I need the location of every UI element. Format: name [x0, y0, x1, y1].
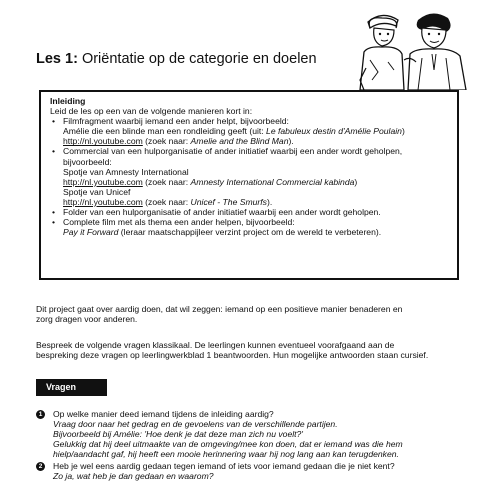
intro-option-film [50, 116, 454, 146]
option-text: bijvoorbeeld: [63, 156, 112, 167]
option-text: http://nl.youtube.com (zoek naar: Amelie and the Blind Man). [63, 136, 294, 147]
option-text: • Filmfragment waarbij iemand een ander helpt, bijvoorbeeld: [63, 116, 289, 127]
question-number: 1 [36, 410, 45, 419]
answer-text: Gelukkig dat hij deel uitmaakte van de omgeving/mee kon doen, dat er iemand was die hem [53, 439, 403, 450]
intro-option-commercial [50, 146, 454, 207]
intro-option-complete-film [50, 217, 454, 237]
answer-text: Vraag door naar het gedrag en de gevoelens van de verschillende partijen. [53, 419, 338, 430]
question-number: 2 [36, 462, 45, 471]
option-text: • Complete film met als thema een ander helpen, bijvoorbeeld: [63, 217, 295, 228]
intro-option-folder [50, 207, 454, 217]
question-text: Op welke manier deed iemand tijdens de inleiding aardig? [53, 409, 274, 419]
option-text: http://nl.youtube.com (zoek naar: Amnesty International Commercial kabinda) [63, 176, 358, 187]
option-text: • Folder van een hulporganisatie of ander initiatief waarbij een ander wordt geholpen. [63, 207, 381, 218]
discussion-instructions: Bespreek de volgende vragen klassikaal. De leerlingen kunnen eventueel voorafgaand aan de bespreking deze vragen op leerlingwerkblad 1 beantwoorden. Hun mogelijke antwoorden staan cursief. [36, 340, 429, 361]
answer-text: Zo ja, wat heb je dan gedaan en waarom? [53, 471, 214, 482]
youtube-link[interactable]: http://nl.youtube.com [63, 136, 143, 147]
questions-label: Vragen [36, 379, 107, 396]
lesson-title [36, 51, 317, 67]
project-description: Dit project gaat over aardig doen, dat wil zeggen: iemand op een positieve manier benaderen en zorg dragen voor anderen. [36, 304, 403, 325]
question-item [36, 409, 476, 459]
youtube-link[interactable]: http://nl.youtube.com [63, 176, 143, 187]
question-item [36, 461, 476, 481]
option-text: http://nl.youtube.com (zoek naar: Unicef - The Smurfs). [63, 196, 273, 207]
option-text: • Commercial van een hulporganisatie of ander initiatief waarbij een ander wordt geholpen, [63, 146, 403, 157]
question-text: Heb je wel eens aardig gedaan tegen iemand of iets voor iemand gedaan die je niet kent? [53, 461, 395, 471]
answer-text: Bijvoorbeeld bij Amélie: 'Hoe denk je dat deze man zich nu voelt?' [53, 429, 303, 440]
option-text: Spotje van Unicef [63, 186, 131, 197]
lesson-number: Les 1: [36, 51, 78, 67]
youtube-link[interactable]: http://nl.youtube.com [63, 196, 143, 207]
option-text: Amélie die een blinde man een rondleiding geeft (uit: Le fabuleux destin d'Amélie Poulain) [63, 126, 405, 137]
intro-lead: Leid de les op een van de volgende manieren kort in: [50, 106, 253, 117]
intro-box [39, 90, 459, 280]
answer-text: hielp/aandacht gaf, hij heeft een mooie herinnering waar hij nog lang aan kan terugdenken. [53, 449, 399, 460]
lesson-title-text: Oriëntatie op de categorie en doelen [81, 51, 317, 67]
option-text: Spotje van Amnesty International [63, 166, 189, 177]
option-text: Pay it Forward (leraar maatschappijleer verzint project om de wereld te verbeteren). [63, 227, 382, 238]
intro-heading: Inleiding [50, 96, 86, 106]
intro-options-list [50, 116, 454, 237]
children-illustration [348, 10, 474, 90]
